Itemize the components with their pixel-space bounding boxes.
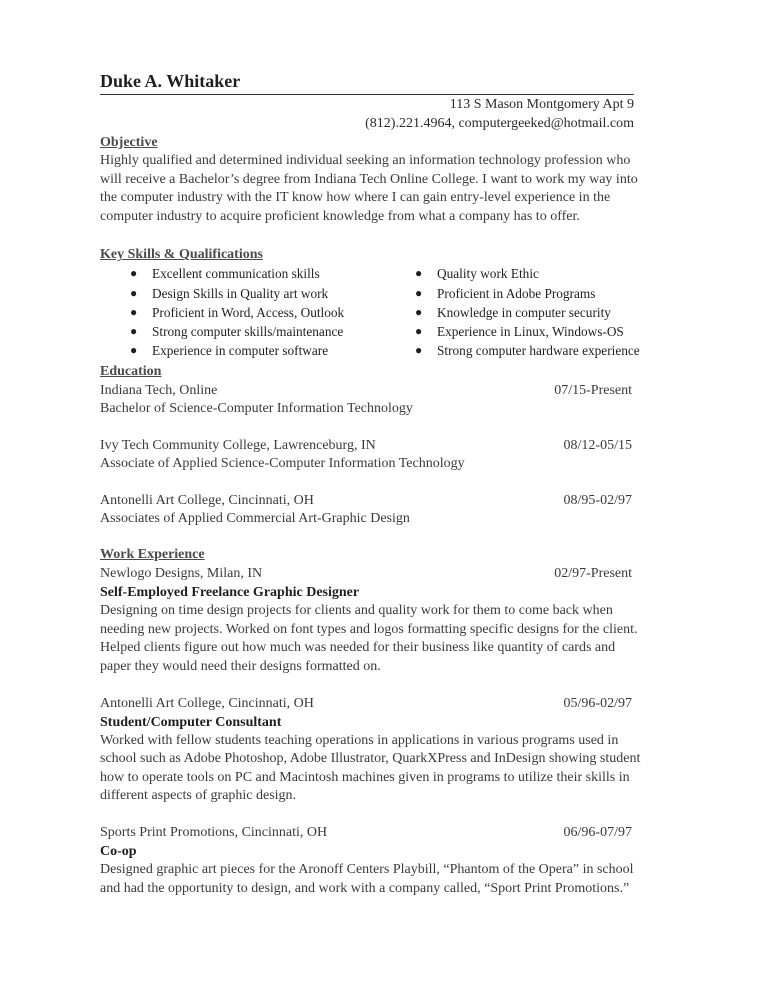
list-item: ● Strong computer skills/maintenance <box>130 322 344 341</box>
list-item: ● Quality work Ethic <box>415 264 640 283</box>
company-name: Newlogo Designs, Milan, IN <box>100 566 263 582</box>
job-title: Self-Employed Freelance Graphic Designer <box>100 585 360 601</box>
bullet-icon: ● <box>415 266 423 281</box>
bullet-icon: ● <box>130 343 138 358</box>
address: 113 S Mason Montgomery Apt 9 <box>449 97 634 112</box>
bullet-icon: ● <box>130 285 138 300</box>
date-range: 06/96-07/97 <box>563 824 632 840</box>
school-name: Ivy Tech Community College, Lawrenceburg, IN <box>100 437 376 453</box>
candidate-name: Duke A. Whitaker <box>100 71 241 91</box>
work-heading: Work Experience <box>100 547 205 563</box>
list-item: ● Strong computer hardware experience <box>415 341 640 360</box>
work-entry-1 <box>100 564 648 583</box>
bullet-icon: ● <box>415 304 423 319</box>
work-entry-3 <box>100 823 648 842</box>
degree: Associate of Applied Science-Computer Information Technology <box>100 455 465 471</box>
school-name: Antonelli Art College, Cincinnati, OH <box>100 492 314 508</box>
skills-list <box>100 264 648 362</box>
work-entry-2 <box>100 694 648 713</box>
list-item: ● Knowledge in computer security <box>415 303 640 322</box>
education-entry-2 <box>100 436 648 455</box>
list-item: ● Proficient in Adobe Programs <box>415 284 640 303</box>
school-name: Indiana Tech, Online <box>100 383 218 399</box>
education-heading: Education <box>100 364 162 380</box>
education-entry-3 <box>100 491 648 510</box>
bullet-icon: ● <box>130 323 138 338</box>
list-item: ● Experience in Linux, Windows-OS <box>415 322 640 341</box>
date-range: 02/97-Present <box>554 566 632 582</box>
education-entry-1 <box>100 381 648 400</box>
skills-heading: Key Skills & Qualifications <box>100 247 263 263</box>
objective-text: Highly qualified and determined individual seeking an information technology profession who will receive a Bachelor’s degree from Indiana Tech Online College. I want to work my way into the computer industry with the IT know how where I can gain entry-level experience in the computer industry to acquire proficient knowledge from what a company has to offer. <box>100 153 638 224</box>
job-description: Designed graphic art pieces for the Aronoff Centers Playbill, “Phantom of the Opera” in school and had the opportunity to design, and work with a company called, “Sport Print Promotions.” <box>100 861 634 896</box>
list-item: ● Experience in computer software <box>130 341 344 360</box>
list-item: ● Excellent communication skills <box>130 264 344 283</box>
date-range: 08/95-02/97 <box>563 492 632 508</box>
company-name: Antonelli Art College, Cincinnati, OH <box>100 695 314 711</box>
resume-page <box>100 70 648 898</box>
objective-heading: Objective <box>100 135 158 150</box>
bullet-icon: ● <box>415 343 423 358</box>
job-title: Co-op <box>100 843 137 859</box>
date-range: 05/96-02/97 <box>563 695 632 711</box>
list-item: ● Design Skills in Quality art work <box>130 284 344 303</box>
bullet-icon: ● <box>415 285 423 300</box>
date-range: 07/15-Present <box>554 383 632 399</box>
date-range: 08/12-05/15 <box>563 437 632 453</box>
company-name: Sports Print Promotions, Cincinnati, OH <box>100 824 328 840</box>
list-item: ● Proficient in Word, Access, Outlook <box>130 303 344 322</box>
skills-right-column <box>415 264 640 360</box>
job-description: Worked with fellow students teaching operations in applications in various programs used in school such as Adobe Photoshop, Adobe Illustrator, QuarkXPress and InDesign showing student how to operate tools on PC and Macintosh machines given in programs to utilize their skills in different aspects of graphic design. <box>100 732 641 804</box>
skills-left-column <box>130 264 344 360</box>
bullet-icon: ● <box>415 323 423 338</box>
degree: Associates of Applied Commercial Art-Graphic Design <box>100 510 410 526</box>
phone-email: (812).221.4964, computergeeked@hotmail.com <box>365 116 634 131</box>
degree: Bachelor of Science-Computer Information Technology <box>100 401 413 417</box>
bullet-icon: ● <box>130 266 138 281</box>
job-title: Student/Computer Consultant <box>100 714 282 730</box>
bullet-icon: ● <box>130 304 138 319</box>
job-description: Designing on time design projects for clients and quality work for them to come back when needing new projects. Worked on font types and logos formatting specific designs for the client. Helped clients figure out how much was needed for their business like quantity of cards and paper they would need their designs formatted on. <box>100 603 638 674</box>
